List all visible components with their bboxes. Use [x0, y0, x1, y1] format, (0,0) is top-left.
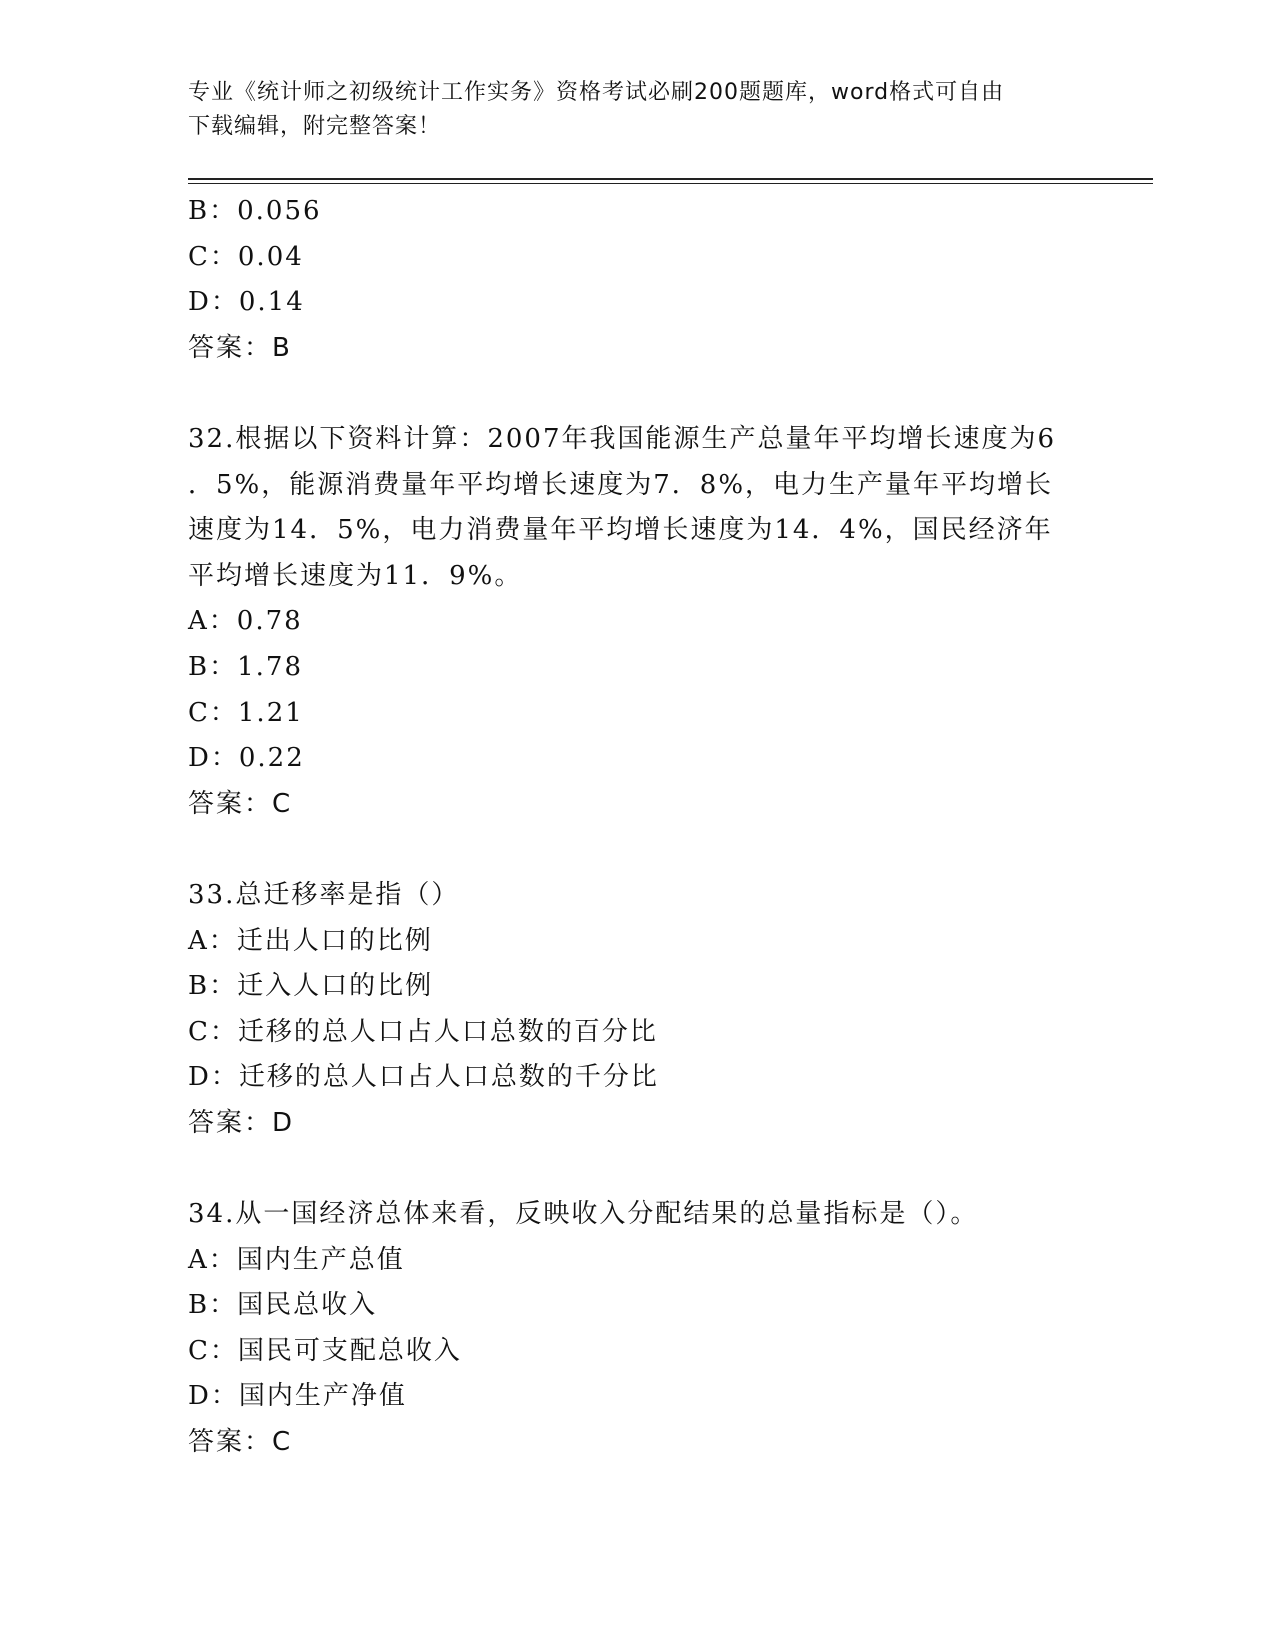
option-a: A：0.78: [188, 606, 303, 637]
question-text-line: 34.从一国经济总体来看，反映收入分配结果的总量指标是（）。: [188, 1199, 979, 1230]
answer: 答案：D: [188, 1107, 295, 1138]
header-line-1: 专业《统计师之初级统计工作实务》资格考试必刷200题题库，word格式可自由: [188, 80, 1005, 105]
option-b: B：迁入人口的比例: [188, 971, 434, 1002]
question-34: [188, 1192, 1088, 1466]
question-32: [188, 417, 1088, 827]
header-divider-thin: [188, 183, 1153, 184]
option-d: D：0.22: [188, 743, 305, 774]
option-a: A：迁出人口的比例: [188, 925, 433, 956]
answer: 答案：B: [188, 332, 292, 363]
answer: 答案：C: [188, 1427, 293, 1458]
spacer: [188, 371, 1088, 417]
header-divider-thick: [188, 178, 1153, 180]
option-c: C：1.21: [188, 697, 304, 728]
question-31-continued: [188, 189, 1088, 371]
option-d: D：迁移的总人口占人口总数的千分比: [188, 1062, 659, 1093]
question-33: [188, 873, 1088, 1147]
question-list: [188, 189, 1088, 1466]
option-c: C：迁移的总人口占人口总数的百分比: [188, 1016, 658, 1047]
question-text-line: 速度为14．5%，电力消费量年平均增长速度为14．4%，国民经济年: [188, 515, 1053, 546]
option-c: C：0.04: [188, 241, 304, 272]
answer: 答案：C: [188, 788, 293, 819]
option-a: A：国内生产总值: [188, 1244, 405, 1275]
spacer: [188, 827, 1088, 873]
option-b: B：国民总收入: [188, 1290, 378, 1321]
option-c: C：国民可支配总收入: [188, 1335, 462, 1366]
option-b: B：1.78: [188, 651, 303, 682]
question-text-line: ．5%，能源消费量年平均增长速度为7．8%，电力生产量年平均增长: [188, 469, 1054, 500]
option-d: D：0.14: [188, 287, 305, 318]
question-text-line: 32.根据以下资料计算：2007年我国能源生产总量年平均增长速度为6: [188, 423, 1057, 454]
document-header: [188, 76, 1088, 144]
option-b: B：0.056: [188, 196, 322, 226]
header-line-2: 下载编辑，附完整答案！: [188, 114, 442, 139]
question-text-line: 33.总迁移率是指（）: [188, 879, 460, 910]
spacer: [188, 1146, 1088, 1192]
question-text-line: 平均增长速度为11．9%。: [188, 560, 523, 591]
option-d: D：国内生产净值: [188, 1381, 407, 1412]
